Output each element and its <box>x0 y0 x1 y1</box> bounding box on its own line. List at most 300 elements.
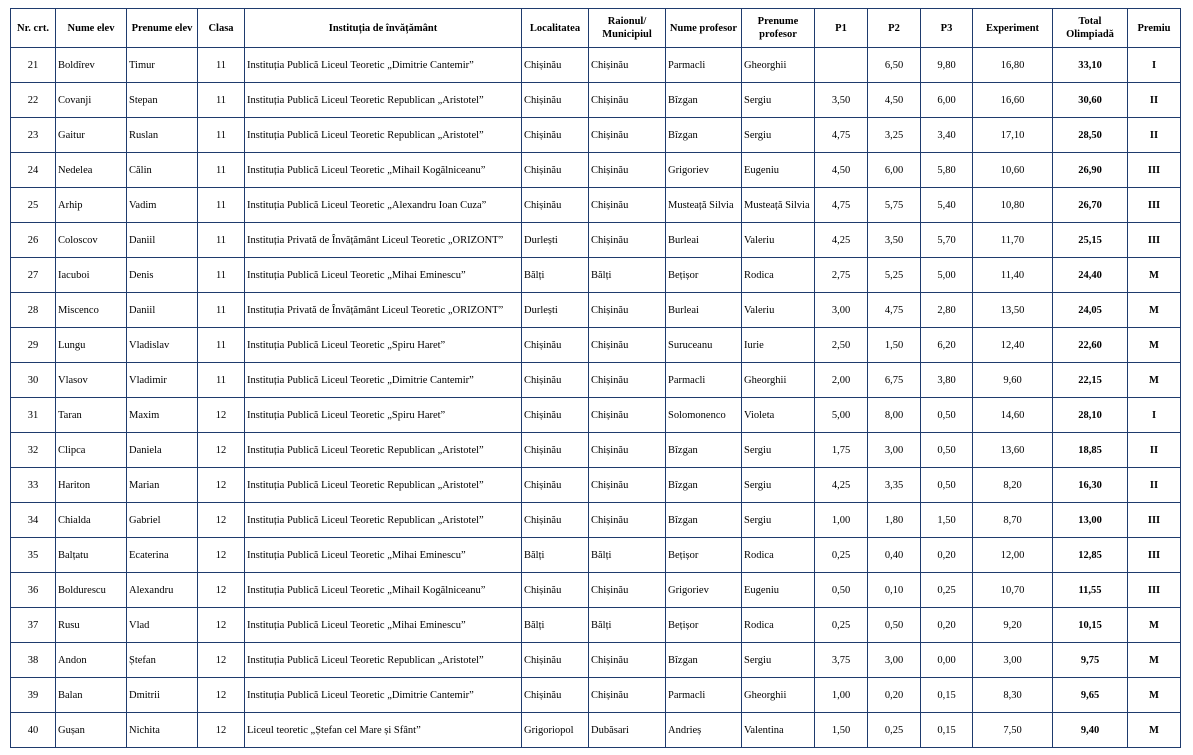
cell-nume-elev: Arhip <box>56 188 127 223</box>
cell-raionul: Chișinău <box>589 328 666 363</box>
results-sheet <box>10 8 1181 748</box>
cell-prenume-profesor: Sergiu <box>742 433 815 468</box>
cell-clasa: 12 <box>198 643 245 678</box>
cell-total-olimpiada: 9,75 <box>1053 643 1128 678</box>
cell-nr: 30 <box>11 363 56 398</box>
cell-total-olimpiada: 11,55 <box>1053 573 1128 608</box>
header-nume-elev: Nume elev <box>56 9 127 48</box>
cell-clasa: 11 <box>198 328 245 363</box>
cell-nume-profesor: Parmacli <box>666 363 742 398</box>
cell-prenume-elev: Marian <box>127 468 198 503</box>
cell-experiment: 10,70 <box>973 573 1053 608</box>
cell-prenume-profesor: Musteață Silvia <box>742 188 815 223</box>
cell-clasa: 11 <box>198 223 245 258</box>
cell-institutia: Instituția Publică Liceul Teoretic „Alexandru Ioan Cuza” <box>245 188 522 223</box>
cell-p1: 4,50 <box>815 153 868 188</box>
cell-p2: 5,25 <box>868 258 921 293</box>
cell-raionul: Chișinău <box>589 503 666 538</box>
cell-p2: 3,00 <box>868 643 921 678</box>
cell-p3: 6,20 <box>921 328 973 363</box>
cell-premiu: M <box>1128 363 1181 398</box>
cell-nume-profesor: Parmacli <box>666 48 742 83</box>
cell-institutia: Instituția Publică Liceul Teoretic Republican „Aristotel” <box>245 503 522 538</box>
cell-localitatea: Chișinău <box>522 398 589 433</box>
table-row <box>11 118 1181 153</box>
cell-premiu: M <box>1128 293 1181 328</box>
cell-raionul: Dubăsari <box>589 713 666 748</box>
cell-institutia: Instituția Publică Liceul Teoretic „Spiru Haret” <box>245 398 522 433</box>
cell-prenume-elev: Vladimir <box>127 363 198 398</box>
cell-total-olimpiada: 24,40 <box>1053 258 1128 293</box>
cell-localitatea: Bălți <box>522 258 589 293</box>
cell-localitatea: Chișinău <box>522 643 589 678</box>
cell-total-olimpiada: 28,10 <box>1053 398 1128 433</box>
cell-prenume-elev: Vadim <box>127 188 198 223</box>
cell-total-olimpiada: 9,65 <box>1053 678 1128 713</box>
cell-raionul: Chișinău <box>589 643 666 678</box>
cell-clasa: 11 <box>198 293 245 328</box>
cell-localitatea: Chișinău <box>522 153 589 188</box>
table-row <box>11 83 1181 118</box>
cell-nr: 34 <box>11 503 56 538</box>
cell-p2: 3,25 <box>868 118 921 153</box>
cell-institutia: Instituția Publică Liceul Teoretic Republican „Aristotel” <box>245 433 522 468</box>
cell-p2: 1,80 <box>868 503 921 538</box>
cell-p1: 2,75 <box>815 258 868 293</box>
cell-p1: 0,25 <box>815 538 868 573</box>
cell-institutia: Instituția Privată de Învățământ Liceul Teoretic „ORIZONT” <box>245 223 522 258</box>
cell-p1: 4,75 <box>815 188 868 223</box>
cell-p1: 1,00 <box>815 503 868 538</box>
cell-prenume-elev: Ecaterina <box>127 538 198 573</box>
cell-p2: 4,50 <box>868 83 921 118</box>
cell-prenume-profesor: Sergiu <box>742 468 815 503</box>
cell-nr: 39 <box>11 678 56 713</box>
cell-premiu: II <box>1128 433 1181 468</box>
header-p2: P2 <box>868 9 921 48</box>
cell-localitatea: Chișinău <box>522 363 589 398</box>
cell-localitatea: Chișinău <box>522 433 589 468</box>
cell-institutia: Instituția Publică Liceul Teoretic „Dimitrie Cantemir” <box>245 678 522 713</box>
cell-localitatea: Chișinău <box>522 188 589 223</box>
cell-premiu: M <box>1128 713 1181 748</box>
cell-p3: 5,40 <box>921 188 973 223</box>
cell-institutia: Instituția Privată de Învățământ Liceul Teoretic „ORIZONT” <box>245 293 522 328</box>
cell-clasa: 11 <box>198 83 245 118</box>
cell-p3: 0,20 <box>921 608 973 643</box>
cell-p1: 4,75 <box>815 118 868 153</box>
cell-p1: 4,25 <box>815 468 868 503</box>
cell-nume-elev: Rusu <box>56 608 127 643</box>
cell-prenume-profesor: Gheorghii <box>742 363 815 398</box>
cell-p1: 3,00 <box>815 293 868 328</box>
cell-institutia: Instituția Publică Liceul Teoretic „Dimitrie Cantemir” <box>245 48 522 83</box>
cell-nr: 21 <box>11 48 56 83</box>
cell-prenume-profesor: Iurie <box>742 328 815 363</box>
cell-raionul: Bălți <box>589 538 666 573</box>
header-p1: P1 <box>815 9 868 48</box>
cell-clasa: 11 <box>198 153 245 188</box>
cell-p1: 1,75 <box>815 433 868 468</box>
cell-nr: 32 <box>11 433 56 468</box>
table-row <box>11 713 1181 748</box>
cell-experiment: 8,30 <box>973 678 1053 713</box>
cell-nume-elev: Gaitur <box>56 118 127 153</box>
cell-localitatea: Grigoriopol <box>522 713 589 748</box>
cell-nume-elev: Miscenco <box>56 293 127 328</box>
header-experiment: Experiment <box>973 9 1053 48</box>
cell-nume-elev: Chialda <box>56 503 127 538</box>
cell-localitatea: Durlești <box>522 293 589 328</box>
cell-prenume-profesor: Eugeniu <box>742 573 815 608</box>
cell-p3: 0,50 <box>921 468 973 503</box>
cell-nr: 24 <box>11 153 56 188</box>
cell-nume-elev: Boldîrev <box>56 48 127 83</box>
cell-localitatea: Chișinău <box>522 503 589 538</box>
cell-nume-profesor: Bîzgan <box>666 468 742 503</box>
cell-prenume-elev: Vladislav <box>127 328 198 363</box>
cell-localitatea: Chișinău <box>522 678 589 713</box>
cell-premiu: III <box>1128 538 1181 573</box>
cell-total-olimpiada: 13,00 <box>1053 503 1128 538</box>
cell-p1: 2,50 <box>815 328 868 363</box>
cell-prenume-elev: Maxim <box>127 398 198 433</box>
cell-institutia: Liceul teoretic „Ștefan cel Mare și Sfânt” <box>245 713 522 748</box>
cell-prenume-elev: Timur <box>127 48 198 83</box>
cell-localitatea: Chișinău <box>522 468 589 503</box>
cell-p1: 0,25 <box>815 608 868 643</box>
cell-institutia: Instituția Publică Liceul Teoretic „Dimitrie Cantemir” <box>245 363 522 398</box>
cell-prenume-elev: Ștefan <box>127 643 198 678</box>
table-row <box>11 188 1181 223</box>
cell-prenume-elev: Vlad <box>127 608 198 643</box>
cell-p1: 1,00 <box>815 678 868 713</box>
cell-raionul: Chișinău <box>589 118 666 153</box>
cell-experiment: 13,60 <box>973 433 1053 468</box>
cell-nr: 37 <box>11 608 56 643</box>
cell-p2: 3,35 <box>868 468 921 503</box>
cell-prenume-elev: Gabriel <box>127 503 198 538</box>
cell-institutia: Instituția Publică Liceul Teoretic „Mihai Eminescu” <box>245 258 522 293</box>
cell-p1: 4,25 <box>815 223 868 258</box>
cell-institutia: Instituția Publică Liceul Teoretic „Mihai Eminescu” <box>245 608 522 643</box>
cell-premiu: I <box>1128 48 1181 83</box>
cell-raionul: Chișinău <box>589 223 666 258</box>
cell-nr: 22 <box>11 83 56 118</box>
cell-experiment: 13,50 <box>973 293 1053 328</box>
cell-nume-profesor: Andrieș <box>666 713 742 748</box>
cell-premiu: I <box>1128 398 1181 433</box>
cell-premiu: III <box>1128 188 1181 223</box>
cell-nume-profesor: Suruceanu <box>666 328 742 363</box>
cell-p2: 5,75 <box>868 188 921 223</box>
cell-total-olimpiada: 26,70 <box>1053 188 1128 223</box>
cell-p2: 6,00 <box>868 153 921 188</box>
cell-nume-profesor: Bîzgan <box>666 503 742 538</box>
cell-prenume-profesor: Gheorghii <box>742 48 815 83</box>
cell-prenume-profesor: Sergiu <box>742 643 815 678</box>
cell-nume-profesor: Burleai <box>666 293 742 328</box>
cell-clasa: 12 <box>198 398 245 433</box>
cell-prenume-profesor: Sergiu <box>742 118 815 153</box>
cell-experiment: 11,40 <box>973 258 1053 293</box>
cell-institutia: Instituția Publică Liceul Teoretic „Mihail Kogălniceanu” <box>245 573 522 608</box>
cell-institutia: Instituția Publică Liceul Teoretic Republican „Aristotel” <box>245 83 522 118</box>
olympiad-results-table <box>10 8 1181 748</box>
cell-nr: 38 <box>11 643 56 678</box>
cell-nr: 28 <box>11 293 56 328</box>
cell-p1: 2,00 <box>815 363 868 398</box>
cell-prenume-profesor: Valentina <box>742 713 815 748</box>
table-row <box>11 608 1181 643</box>
cell-experiment: 10,60 <box>973 153 1053 188</box>
cell-nume-profesor: Musteață Silvia <box>666 188 742 223</box>
cell-prenume-profesor: Rodica <box>742 258 815 293</box>
cell-total-olimpiada: 30,60 <box>1053 83 1128 118</box>
cell-experiment: 17,10 <box>973 118 1053 153</box>
cell-nr: 31 <box>11 398 56 433</box>
table-row <box>11 363 1181 398</box>
table-row <box>11 293 1181 328</box>
cell-p3: 0,15 <box>921 713 973 748</box>
cell-nr: 26 <box>11 223 56 258</box>
cell-p3: 6,00 <box>921 83 973 118</box>
cell-prenume-profesor: Sergiu <box>742 83 815 118</box>
cell-prenume-profesor: Gheorghii <box>742 678 815 713</box>
cell-p3: 9,80 <box>921 48 973 83</box>
cell-nume-profesor: Grigoriev <box>666 153 742 188</box>
cell-prenume-elev: Stepan <box>127 83 198 118</box>
cell-total-olimpiada: 33,10 <box>1053 48 1128 83</box>
cell-nr: 29 <box>11 328 56 363</box>
cell-localitatea: Chișinău <box>522 83 589 118</box>
cell-clasa: 11 <box>198 363 245 398</box>
table-row <box>11 468 1181 503</box>
header-clasa: Clasa <box>198 9 245 48</box>
header-raionul: Raionul/ Municipiul <box>589 9 666 48</box>
cell-nume-profesor: Bîzgan <box>666 643 742 678</box>
cell-experiment: 8,20 <box>973 468 1053 503</box>
cell-total-olimpiada: 18,85 <box>1053 433 1128 468</box>
cell-nume-elev: Balțatu <box>56 538 127 573</box>
cell-experiment: 12,00 <box>973 538 1053 573</box>
cell-premiu: M <box>1128 328 1181 363</box>
header-premiu: Premiu <box>1128 9 1181 48</box>
cell-nume-profesor: Bîzgan <box>666 433 742 468</box>
header-nr: Nr. crt. <box>11 9 56 48</box>
cell-premiu: M <box>1128 608 1181 643</box>
cell-localitatea: Chișinău <box>522 328 589 363</box>
cell-p3: 5,70 <box>921 223 973 258</box>
cell-premiu: II <box>1128 118 1181 153</box>
cell-total-olimpiada: 12,85 <box>1053 538 1128 573</box>
cell-institutia: Instituția Publică Liceul Teoretic „Spiru Haret” <box>245 328 522 363</box>
cell-localitatea: Chișinău <box>522 48 589 83</box>
cell-premiu: M <box>1128 258 1181 293</box>
cell-premiu: M <box>1128 643 1181 678</box>
cell-nume-elev: Lungu <box>56 328 127 363</box>
cell-p2: 0,50 <box>868 608 921 643</box>
cell-raionul: Bălți <box>589 608 666 643</box>
header-prenume-elev: Prenume elev <box>127 9 198 48</box>
cell-nume-profesor: Bețișor <box>666 258 742 293</box>
cell-experiment: 12,40 <box>973 328 1053 363</box>
cell-institutia: Instituția Publică Liceul Teoretic Republican „Aristotel” <box>245 643 522 678</box>
cell-p3: 5,00 <box>921 258 973 293</box>
cell-raionul: Chișinău <box>589 678 666 713</box>
cell-p2: 0,10 <box>868 573 921 608</box>
cell-p2: 4,75 <box>868 293 921 328</box>
cell-total-olimpiada: 10,15 <box>1053 608 1128 643</box>
cell-experiment: 16,60 <box>973 83 1053 118</box>
cell-total-olimpiada: 28,50 <box>1053 118 1128 153</box>
cell-p2: 0,25 <box>868 713 921 748</box>
cell-clasa: 12 <box>198 573 245 608</box>
cell-total-olimpiada: 16,30 <box>1053 468 1128 503</box>
cell-clasa: 11 <box>198 48 245 83</box>
cell-localitatea: Bălți <box>522 608 589 643</box>
cell-raionul: Chișinău <box>589 48 666 83</box>
cell-total-olimpiada: 25,15 <box>1053 223 1128 258</box>
cell-p2: 0,20 <box>868 678 921 713</box>
cell-prenume-profesor: Valeriu <box>742 223 815 258</box>
cell-raionul: Chișinău <box>589 293 666 328</box>
cell-p3: 0,50 <box>921 398 973 433</box>
cell-p2: 6,50 <box>868 48 921 83</box>
cell-clasa: 12 <box>198 713 245 748</box>
cell-total-olimpiada: 24,05 <box>1053 293 1128 328</box>
header-institutia: Instituția de învățământ <box>245 9 522 48</box>
cell-experiment: 10,80 <box>973 188 1053 223</box>
cell-total-olimpiada: 9,40 <box>1053 713 1128 748</box>
cell-p3: 2,80 <box>921 293 973 328</box>
cell-experiment: 14,60 <box>973 398 1053 433</box>
cell-prenume-profesor: Eugeniu <box>742 153 815 188</box>
table-row <box>11 328 1181 363</box>
cell-prenume-profesor: Rodica <box>742 538 815 573</box>
cell-p3: 3,40 <box>921 118 973 153</box>
cell-total-olimpiada: 26,90 <box>1053 153 1128 188</box>
table-body <box>11 48 1181 748</box>
cell-experiment: 16,80 <box>973 48 1053 83</box>
cell-localitatea: Chișinău <box>522 118 589 153</box>
cell-nr: 33 <box>11 468 56 503</box>
header-localitatea: Localitatea <box>522 9 589 48</box>
cell-clasa: 12 <box>198 538 245 573</box>
cell-p2: 3,50 <box>868 223 921 258</box>
cell-clasa: 11 <box>198 188 245 223</box>
cell-p2: 0,40 <box>868 538 921 573</box>
cell-experiment: 11,70 <box>973 223 1053 258</box>
cell-localitatea: Durlești <box>522 223 589 258</box>
table-row <box>11 643 1181 678</box>
cell-p2: 6,75 <box>868 363 921 398</box>
cell-p3: 0,25 <box>921 573 973 608</box>
cell-institutia: Instituția Publică Liceul Teoretic Republican „Aristotel” <box>245 468 522 503</box>
cell-prenume-profesor: Sergiu <box>742 503 815 538</box>
cell-prenume-elev: Daniil <box>127 223 198 258</box>
cell-raionul: Chișinău <box>589 433 666 468</box>
cell-premiu: II <box>1128 83 1181 118</box>
table-row <box>11 153 1181 188</box>
table-row <box>11 223 1181 258</box>
cell-nume-elev: Iacuboi <box>56 258 127 293</box>
cell-prenume-elev: Daniil <box>127 293 198 328</box>
cell-institutia: Instituția Publică Liceul Teoretic Republican „Aristotel” <box>245 118 522 153</box>
cell-p1: 1,50 <box>815 713 868 748</box>
cell-nr: 27 <box>11 258 56 293</box>
cell-raionul: Chișinău <box>589 363 666 398</box>
header-nume-profesor: Nume profesor <box>666 9 742 48</box>
cell-p3: 0,20 <box>921 538 973 573</box>
cell-nume-elev: Coloscov <box>56 223 127 258</box>
cell-p2: 3,00 <box>868 433 921 468</box>
cell-raionul: Chișinău <box>589 83 666 118</box>
cell-localitatea: Bălți <box>522 538 589 573</box>
cell-total-olimpiada: 22,15 <box>1053 363 1128 398</box>
cell-clasa: 11 <box>198 118 245 153</box>
cell-prenume-elev: Ruslan <box>127 118 198 153</box>
table-row <box>11 573 1181 608</box>
cell-nume-elev: Hariton <box>56 468 127 503</box>
header-total-olimpiada: Total Olimpiadă <box>1053 9 1128 48</box>
table-header <box>11 9 1181 48</box>
cell-nume-profesor: Parmacli <box>666 678 742 713</box>
cell-nr: 36 <box>11 573 56 608</box>
cell-p1: 3,75 <box>815 643 868 678</box>
table-row <box>11 538 1181 573</box>
cell-p1: 0,50 <box>815 573 868 608</box>
cell-clasa: 12 <box>198 678 245 713</box>
cell-nume-profesor: Bîzgan <box>666 83 742 118</box>
cell-raionul: Chișinău <box>589 573 666 608</box>
cell-nume-elev: Boldurescu <box>56 573 127 608</box>
cell-clasa: 12 <box>198 468 245 503</box>
cell-prenume-elev: Alexandru <box>127 573 198 608</box>
cell-p2: 8,00 <box>868 398 921 433</box>
cell-nr: 35 <box>11 538 56 573</box>
cell-p3: 0,00 <box>921 643 973 678</box>
table-row <box>11 433 1181 468</box>
cell-nume-elev: Balan <box>56 678 127 713</box>
table-row <box>11 678 1181 713</box>
cell-premiu: III <box>1128 223 1181 258</box>
cell-experiment: 8,70 <box>973 503 1053 538</box>
cell-nume-profesor: Bețișor <box>666 608 742 643</box>
cell-nume-elev: Gușan <box>56 713 127 748</box>
cell-premiu: III <box>1128 503 1181 538</box>
cell-institutia: Instituția Publică Liceul Teoretic „Mihai Eminescu” <box>245 538 522 573</box>
cell-clasa: 12 <box>198 608 245 643</box>
cell-prenume-elev: Daniela <box>127 433 198 468</box>
cell-nume-profesor: Solomonenco <box>666 398 742 433</box>
cell-raionul: Chișinău <box>589 398 666 433</box>
cell-experiment: 9,60 <box>973 363 1053 398</box>
cell-premiu: III <box>1128 573 1181 608</box>
cell-nume-elev: Vlasov <box>56 363 127 398</box>
cell-prenume-profesor: Rodica <box>742 608 815 643</box>
table-row <box>11 258 1181 293</box>
cell-nume-elev: Covanji <box>56 83 127 118</box>
cell-p1: 5,00 <box>815 398 868 433</box>
cell-p2: 1,50 <box>868 328 921 363</box>
table-row <box>11 398 1181 433</box>
cell-premiu: M <box>1128 678 1181 713</box>
cell-prenume-elev: Călin <box>127 153 198 188</box>
cell-experiment: 3,00 <box>973 643 1053 678</box>
cell-nume-profesor: Bîzgan <box>666 118 742 153</box>
table-row <box>11 48 1181 83</box>
